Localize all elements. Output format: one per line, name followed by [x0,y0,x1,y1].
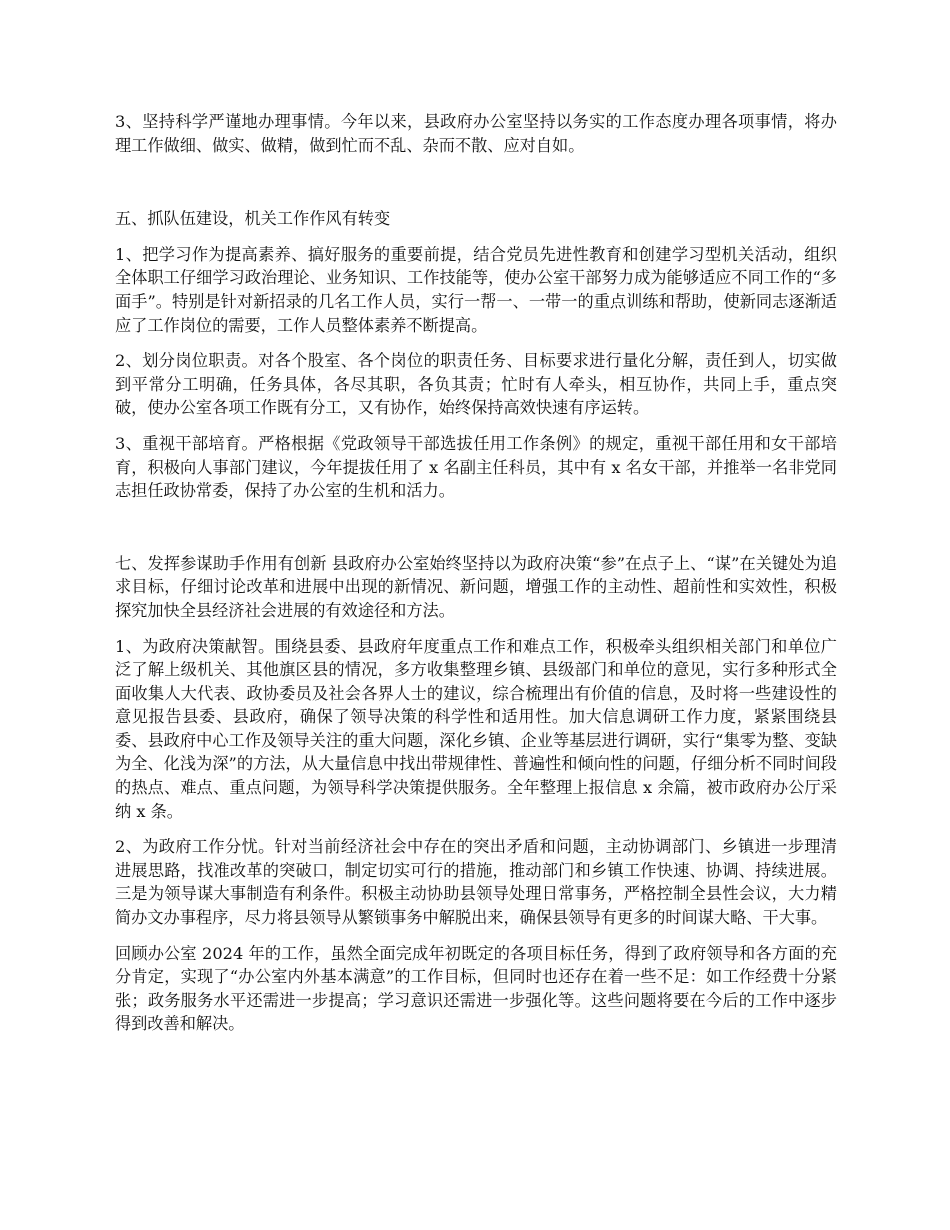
paragraph-job-duties: 2、划分岗位职责。对各个股室、各个岗位的职责任务、目标要求进行量化分解，责任到人，切实做到平常分工明确，任务具体，各尽其职，各负其责；忙时有人牵头，相互协作，共同上手，重点突破，使办公室各项工作既有分工，又有协作，始终保持高效快速有序运转。 [115,351,837,418]
document-body [115,110,837,1048]
paragraph-study: 1、把学习作为提高素养、搞好服务的重要前提，结合党员先进性教育和创建学习型机关活动，组织全体职工仔细学习政治理论、业务知识、工作技能等，使办公室干部努力成为能够适应不同工作的“多面手”。特别是针对新招录的几名工作人员，实行一帮一、一带一的重点训练和帮助，使新同志逐渐适应了工作岗位的需要，工作人员整体素养不断提高。 [115,244,837,335]
paragraph-decision-support: 1、为政府决策献智。围绕县委、县政府年度重点工作和难点工作，积极牵头组织相关部门和单位广泛了解上级机关、其他旗区县的情况，多方收集整理乡镇、县级部门和单位的意见，实行多种形式全面收集人大代表、政协委员及社会各界人士的建议，综合梳理出有价值的信息，及时将一些建设性的意见报告县委、县政府，确保了领导决策的科学性和适用性。加大信息调研工作力度，紧紧围绕县委、县政府中心工作及领导关注的重大问题，深化乡镇、企业等基层进行调研，实行“集零为整、变缺为全、化浅为深”的方法，从大量信息中找出带规律性、普遍性和倾向性的问题，仔细分析不同时间段的热点、难点、重点问题，为领导科学决策提供服务。全年整理上报信息 x 余篇，被市政府办公厅采纳 x 条。 [115,636,837,821]
section-heading-advisory-role: 七、发挥参谋助手作用有创新 县政府办公室始终坚持以为政府决策“参”在点子上、“谋”在关键处为追求目标，仔细讨论改革和进展中出现的新情况、新问题，增强工作的主动性、超前性和实效性，积极探究加快全县经济社会进展的有效途径和方法。 [115,553,837,620]
paragraph-work-handling: 3、坚持科学严谨地办理事情。今年以来，县政府办公室坚持以务实的工作态度办理各项事情，将办理工作做细、做实、做精，做到忙而不乱、杂而不散、应对自如。 [115,112,837,155]
section-heading-team-building: 五、抓队伍建设，机关工作作风有转变 [115,209,391,229]
section-spacer [115,169,837,207]
paragraph-government-work: 2、为政府工作分忧。针对当前经济社会中存在的突出矛盾和问题，主动协调部门、乡镇进一步理清进展思路，找准改革的突破口，制定切实可行的措施，推动部门和乡镇工作快速、协调、持续进展。三是为领导谋大事制造有利条件。积极主动协助县领导处理日常事务，严格控制全县性会议，大力精简办文办事程序，尽力将县领导从繁锁事务中解脱出来，确保县领导有更多的时间谋大略、干大事。 [115,837,837,928]
section-spacer [115,515,837,552]
paragraph-cadre-training: 3、重视干部培育。严格根据《党政领导干部选拔任用工作条例》的规定，重视干部任用和女干部培育，积极向人事部门建议，今年提拔任用了 x 名副主任科员，其中有 x 名女干部，并推举一名非党同志担任政协常委，保持了办公室的生机和活力。 [115,433,837,501]
paragraph-review: 回顾办公室 2024 年的工作，虽然全面完成年初既定的各项目标任务，得到了政府领导和各方面的充分肯定，实现了“办公室内外基本满意”的工作目标，但同时也还存在着一些不足：如工作经费十分紧张；政务服务水平还需进一步提高；学习意识还需进一步强化等。这些问题将要在今后的工作中逐步得到改善和解决。 [115,943,837,1034]
